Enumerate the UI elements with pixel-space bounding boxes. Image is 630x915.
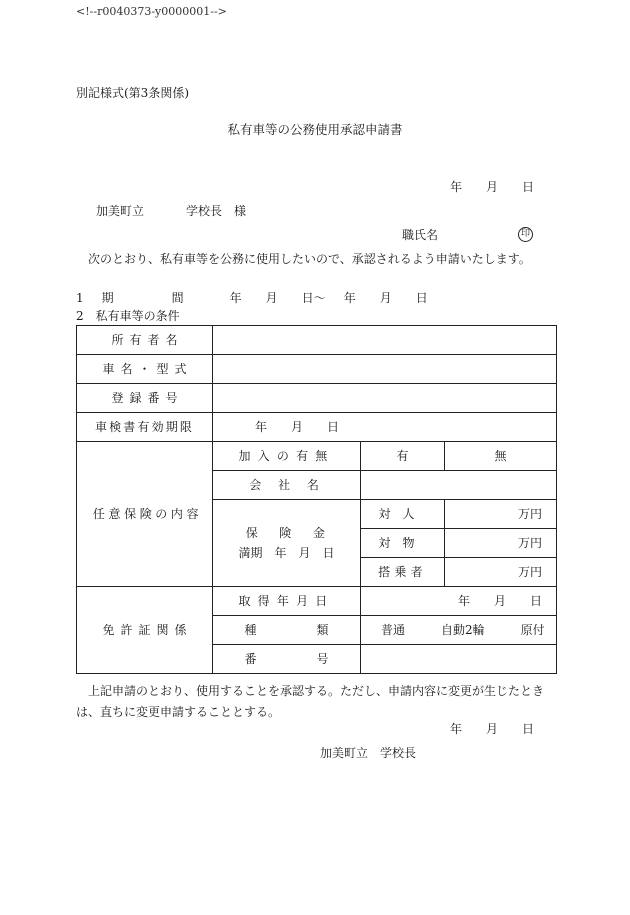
- ins-amount-label: 保険金: [245, 525, 347, 540]
- period-to: 年 月 日: [343, 291, 428, 305]
- addressee-school: 学校長 様: [186, 204, 247, 218]
- ins-property-label: 対物: [361, 529, 445, 558]
- form-label: 別記様式(第3条関係): [76, 86, 189, 100]
- approval-date: 年 月 日: [450, 722, 535, 736]
- ins-no[interactable]: 無: [445, 442, 557, 471]
- ins-passenger-value[interactable]: 万円: [445, 558, 557, 587]
- application-date: 年 月 日: [450, 180, 535, 194]
- ins-yes[interactable]: 有: [361, 442, 445, 471]
- intro-text: 次のとおり、私有車等を公務に使用したいので、承認されるよう申請いたします。: [88, 252, 531, 266]
- table-row: [77, 442, 557, 471]
- ins-amount-cell: [213, 500, 361, 587]
- inspection-date[interactable]: 年 月 日: [213, 413, 557, 442]
- lic-type-label: 種 類: [213, 616, 361, 645]
- table-row: [77, 413, 557, 442]
- ins-company-label: 会社名: [213, 471, 361, 500]
- lic-date-label: 取得年月日: [213, 587, 361, 616]
- owner-field[interactable]: [213, 326, 557, 355]
- period-from: 年 月 日〜: [229, 291, 326, 305]
- conditions-table: [76, 325, 557, 674]
- item-number: 2: [76, 309, 84, 323]
- period-label-a: 期: [101, 291, 114, 305]
- ins-person-label: 対人: [361, 500, 445, 529]
- table-row: [77, 326, 557, 355]
- car-model-label: 車名・型式: [77, 355, 213, 384]
- seal-icon: 印: [518, 227, 533, 242]
- item-period: [76, 292, 428, 304]
- table-row: [77, 384, 557, 413]
- applicant-name-label: 職氏名: [402, 228, 439, 242]
- inspection-label: 車検書有効期限: [77, 413, 213, 442]
- ins-expiry-label: 満期 年 月 日: [238, 546, 335, 560]
- ins-property-value[interactable]: 万円: [445, 529, 557, 558]
- ins-presence-label: 加入の有無: [213, 442, 361, 471]
- ins-company-field[interactable]: [361, 471, 557, 500]
- reg-number-label: 登録番号: [77, 384, 213, 413]
- ins-passenger-label: 搭乗者: [361, 558, 445, 587]
- conditions-label: 私有車等の条件: [95, 309, 180, 323]
- closing-text: 上記申請のとおり、使用することを承認する。ただし、申請内容に変更が生じたときは、直ちに変更申請することとする。: [76, 684, 545, 719]
- license-label: 免許証関係: [77, 587, 213, 674]
- ins-person-value[interactable]: 万円: [445, 500, 557, 529]
- lic-type-value[interactable]: 普通 自動2輪 原付: [361, 616, 557, 645]
- period-label-b: 間: [171, 291, 184, 305]
- signer: 加美町立 学校長: [320, 746, 417, 760]
- table-row: [77, 355, 557, 384]
- owner-label: 所有者名: [77, 326, 213, 355]
- document-title: 私有車等の公務使用承認申請書: [227, 122, 403, 137]
- header-comment: <!--r0040373-y0000001-->: [76, 5, 227, 18]
- car-model-field[interactable]: [213, 355, 557, 384]
- addressee: [96, 205, 246, 217]
- item-number: 1: [76, 291, 84, 305]
- reg-number-field[interactable]: [213, 384, 557, 413]
- lic-number-field[interactable]: [361, 645, 557, 674]
- addressee-town: 加美町立: [96, 204, 145, 218]
- table-row: [77, 587, 557, 616]
- lic-date-value[interactable]: 年 月 日: [361, 587, 557, 616]
- insurance-label: 任意保険の内容: [77, 442, 213, 587]
- lic-number-label: 番 号: [213, 645, 361, 674]
- item-conditions: [76, 310, 180, 322]
